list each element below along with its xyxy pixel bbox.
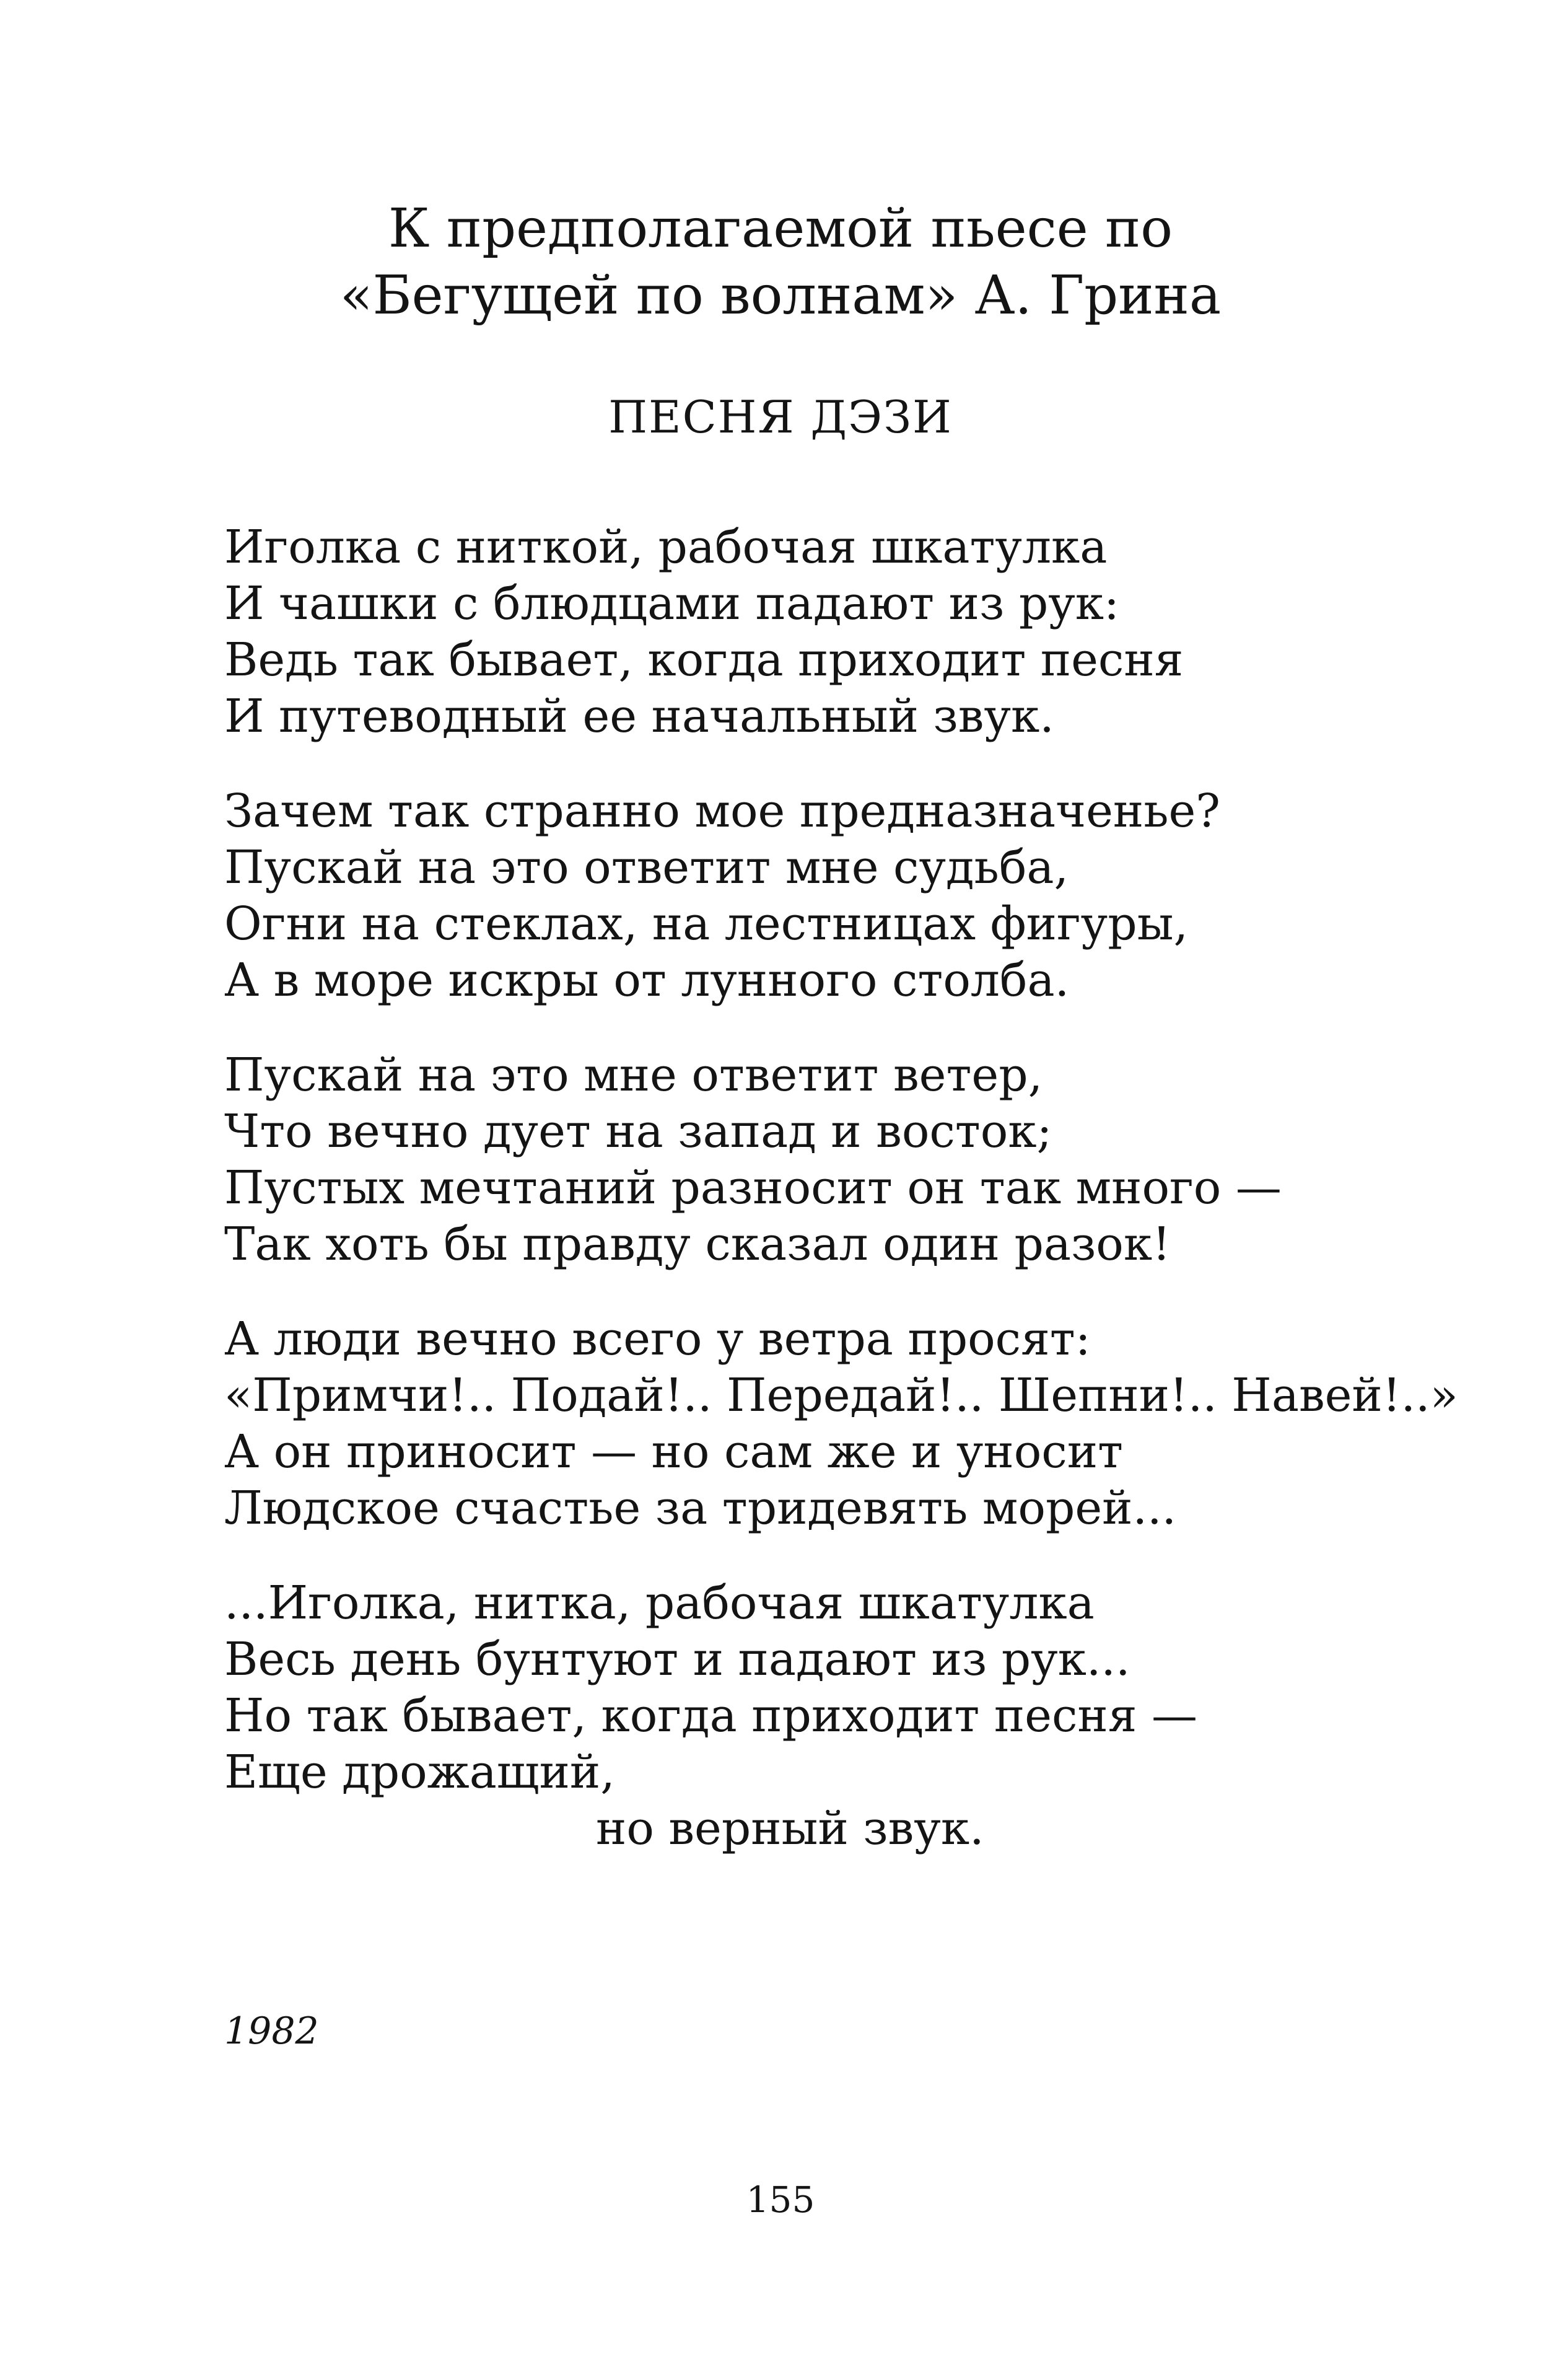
poem-line: А он приносит — но сам же и уносит [224, 1425, 1123, 1478]
poem-line: Что вечно дует на запад и восток; [224, 1105, 1052, 1158]
stanza-4 [224, 1311, 1458, 1537]
poem-line: Людское счастье за тридевять морей... [224, 1482, 1177, 1535]
poem-line: Ведь так бывает, когда приходит песня [224, 633, 1184, 687]
poem-date: 1982 [224, 2009, 319, 2053]
poem-line: Но так бывает, когда приходит песня — [224, 1689, 1197, 1742]
poem-line: Так хоть бы правду сказал один разок! [224, 1218, 1171, 1271]
stanza-3 [224, 1047, 1401, 1273]
poem-line: Пустых мечтаний разносит он так много — [224, 1161, 1282, 1214]
poem-line: Еще дрожащий, [224, 1745, 615, 1799]
poem-subtitle: ПЕСНЯ ДЭЗИ [608, 391, 953, 443]
poem-line: Весь день бунтуют и падают из рук... [224, 1633, 1130, 1686]
stanza-5 [224, 1575, 1401, 1857]
poem-line: Иголка с ниткой, рабочая шкатулка [224, 520, 1108, 574]
page-number: 155 [746, 2179, 815, 2221]
poem-line: ...Иголка, нитка, рабочая шкатулка [224, 1576, 1095, 1630]
poem-line: Огни на стеклах, на лестницах фигуры, [224, 897, 1188, 951]
poem-line: Пускай на это ответит мне судьба, [224, 841, 1069, 894]
poem-line: Зачем так странно мое предназначенье? [224, 784, 1220, 838]
poem-body [224, 519, 1458, 1895]
poem-title-line-1: К предполагаемой пьесе по [388, 198, 1173, 260]
stanza-1 [224, 519, 1401, 745]
poem-line: И чашки с блюдцами падают из рук: [224, 577, 1119, 630]
poem-line: И путеводный ее начальный звук. [224, 690, 1054, 743]
poem-line: «Примчи!.. Подай!.. Передай!.. Шепни!.. Навей!..» [224, 1369, 1458, 1422]
poem-line: А люди вечно всего у ветра просят: [224, 1312, 1091, 1366]
poem-title-line-2: «Бегущей по волнам» А. Грина [339, 265, 1222, 327]
poem-title [0, 195, 1561, 329]
stanza-2 [224, 783, 1401, 1009]
poem-line: Пускай на это мне ответит ветер, [224, 1048, 1043, 1102]
poem-line-indented: но верный звук. [596, 1802, 984, 1855]
poem-line: А в море искры от лунного столба. [224, 954, 1070, 1007]
